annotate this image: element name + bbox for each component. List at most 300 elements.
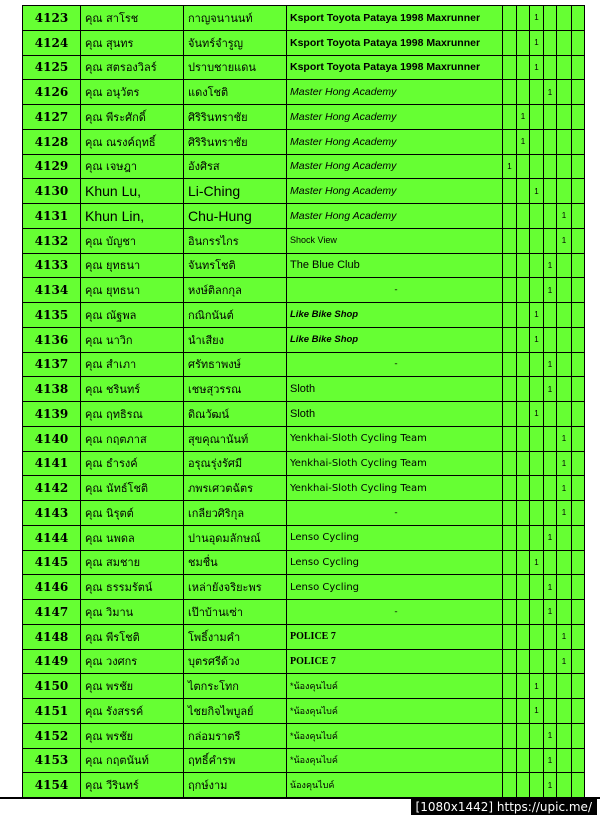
team-cell [287,352,503,377]
category-mark-cell [503,501,517,526]
team-cell [287,748,503,773]
last-name-cell [184,624,287,649]
category-mark-cell [517,600,530,625]
table-row [23,723,585,748]
last-name-cell [184,129,287,154]
first-name-cell-text: คุณ นพดล [85,531,135,545]
category-mark-cell [544,303,557,328]
category-mark-cell [530,253,544,278]
last-name-cell [184,426,287,451]
category-mark-cell [557,575,572,600]
table-row [23,204,585,229]
last-name-cell-text: อังศิรส [188,160,220,174]
bib-number-cell [23,748,81,773]
last-name-cell [184,278,287,303]
first-name-cell [81,6,184,31]
category-mark-cell [544,179,557,204]
last-name-cell [184,501,287,526]
category-mark-cell [517,303,530,328]
bib-number-cell-text: 4144 [34,530,69,545]
table-row [23,253,585,278]
last-name-cell [184,154,287,179]
category-mark-cell [557,600,572,625]
first-name-cell [81,303,184,328]
category-mark-cell [544,352,557,377]
last-name-cell-text: ศรัทธาพงษ์ [188,358,241,372]
category-mark-cell [544,600,557,625]
category-mark-cell [557,426,572,451]
bib-number-cell-text: 4146 [34,580,69,595]
team-cell-text: Sloth [290,407,316,420]
first-name-cell [81,154,184,179]
category-mark-cell [557,451,572,476]
category-mark-cell [530,129,544,154]
first-name-cell [81,525,184,550]
team-cell-text: Master Hong Academy [290,86,397,99]
category-mark-cell [503,30,517,55]
category-mark-cell [557,501,572,526]
last-name-cell [184,105,287,130]
team-cell-text: Ksport Toyota Pataya 1998 Maxrunner [290,11,481,24]
bib-number-cell [23,253,81,278]
category-mark-cell-text: 1 [534,335,539,345]
category-mark-cell [517,327,530,352]
category-mark-cell [503,179,517,204]
category-mark-cell-text: 1 [547,731,553,741]
last-name-cell-text: กาญจนานนท์ [188,11,253,25]
category-mark-cell [530,550,544,575]
last-name-cell [184,674,287,699]
category-mark-cell [544,624,557,649]
last-name-cell-text: Li-Ching [188,183,241,200]
last-name-cell-text: Chu-Hung [188,207,252,224]
first-name-cell-text: คุณ นิรุตต์ [85,506,134,520]
team-cell-text: POLICE 7 [290,655,336,667]
bib-number-cell-text: 4125 [34,60,69,75]
bib-number-cell-text: 4147 [34,604,69,619]
team-cell [287,600,503,625]
first-name-cell-text: คุณ กฤตนันท์ [85,754,149,768]
category-mark-cell [557,624,572,649]
bib-number-cell [23,723,81,748]
team-cell-text: Shock View [290,235,337,246]
table-row [23,699,585,724]
last-name-cell [184,773,287,798]
category-mark-cell [517,723,530,748]
first-name-cell-text: คุณ ชรินทร์ [85,383,141,397]
bib-number-cell [23,30,81,55]
category-mark-cell [557,649,572,674]
first-name-cell-text: คุณ รังสรรค์ [85,704,144,718]
team-cell-text: POLICE 7 [290,631,336,643]
bib-number-cell [23,105,81,130]
table-row [23,105,585,130]
table-row [23,278,585,303]
table-row [23,55,585,80]
first-name-cell-text: คุณ ณรงค์ฤทธิ์ [85,135,156,149]
category-mark-cell [557,105,572,130]
category-mark-cell-text: 1 [534,409,539,419]
last-name-cell-text: หงษ์ติลกกุล [188,284,242,298]
last-name-cell-text: จันทร์จำรูญ [188,36,244,50]
team-cell [287,30,503,55]
team-cell [287,723,503,748]
category-mark-cell [544,748,557,773]
team-cell-text: *น้องคุนไบค์ [290,755,338,766]
category-mark-cell [503,253,517,278]
category-mark-cell [517,253,530,278]
category-mark-cell [517,154,530,179]
category-mark-cell [517,377,530,402]
first-name-cell [81,253,184,278]
category-mark-cell-text: 1 [547,359,553,369]
category-mark-cell [503,402,517,427]
first-name-cell [81,204,184,229]
category-mark-cell [557,253,572,278]
category-mark-cell-text: 1 [534,186,539,196]
category-mark-cell [544,674,557,699]
bib-number-cell-text: 4124 [34,35,69,50]
first-name-cell [81,748,184,773]
category-mark-cell [544,80,557,105]
first-name-cell-text: คุณ อนุวัตร [85,86,140,100]
category-mark-cell [517,6,530,31]
category-mark-cell-text: 1 [547,607,553,617]
category-mark-cell [503,575,517,600]
first-name-cell [81,501,184,526]
bib-number-cell-text: 4126 [34,85,69,100]
registration-sheet [22,5,584,797]
category-mark-cell [530,303,544,328]
team-cell [287,80,503,105]
category-mark-cell-text: 1 [547,755,553,765]
last-name-cell-text: เป๊าบ้านเซ่า [188,605,243,619]
first-name-cell [81,426,184,451]
category-mark-cell [503,426,517,451]
first-name-cell-text: คุณ เจษฎา [85,160,138,174]
last-name-cell-text: บุตรศรีด้วง [188,655,240,669]
bib-number-cell-text: 4137 [34,357,69,372]
category-mark-cell [530,501,544,526]
last-name-cell-text: กล่อมราตรี [188,729,241,743]
category-mark-cell [572,476,585,501]
team-cell [287,179,503,204]
team-cell-text: Yenkhai-Sloth Cycling Team [290,482,427,494]
team-cell [287,377,503,402]
last-name-cell [184,402,287,427]
category-mark-cell [572,327,585,352]
first-name-cell [81,451,184,476]
bib-number-cell-text: 4134 [34,283,69,298]
category-mark-cell [544,6,557,31]
category-mark-cell [572,228,585,253]
bib-number-cell [23,451,81,476]
category-mark-cell [530,674,544,699]
category-mark-cell [530,748,544,773]
bib-number-cell-text: 4131 [34,208,69,223]
category-mark-cell-text: 1 [547,533,553,543]
category-mark-cell-text: 1 [534,62,539,72]
table-row [23,773,585,798]
table-row [23,649,585,674]
category-mark-cell-text: 1 [534,38,539,48]
category-mark-cell [544,550,557,575]
bib-number-cell [23,600,81,625]
category-mark-cell-text: 1 [534,706,539,716]
category-mark-cell [544,105,557,130]
category-mark-cell [517,55,530,80]
table-row [23,674,585,699]
bib-number-cell-text: 4149 [34,654,69,669]
last-name-cell [184,352,287,377]
category-mark-cell [572,402,585,427]
category-mark-cell [544,55,557,80]
category-mark-cell [544,426,557,451]
bib-number-cell [23,649,81,674]
category-mark-cell [557,80,572,105]
table-row [23,327,585,352]
first-name-cell-text: คุณ สาโรช [85,11,139,25]
last-name-cell-text: ศิริรินทราชัย [188,110,248,124]
last-name-cell [184,303,287,328]
bib-number-cell-text: 4150 [34,679,69,694]
last-name-cell [184,748,287,773]
category-mark-cell-text: 1 [561,434,567,444]
first-name-cell [81,476,184,501]
team-cell-text: *น้องคุนไบค์ [290,681,338,692]
category-mark-cell [530,204,544,229]
team-cell [287,525,503,550]
category-mark-cell [544,278,557,303]
bib-number-cell [23,699,81,724]
category-mark-cell [517,278,530,303]
team-cell [287,278,503,303]
category-mark-cell [530,179,544,204]
category-mark-cell [530,525,544,550]
category-mark-cell-text: 1 [520,137,526,147]
category-mark-cell [557,723,572,748]
category-mark-cell [544,129,557,154]
bib-number-cell [23,228,81,253]
category-mark-cell [517,179,530,204]
category-mark-cell [503,55,517,80]
team-cell-text: - [394,507,398,518]
category-mark-cell [530,624,544,649]
team-cell [287,575,503,600]
first-name-cell [81,674,184,699]
first-name-cell-text: Khun Lin, [85,207,145,224]
category-mark-cell [544,451,557,476]
last-name-cell [184,204,287,229]
table-row [23,600,585,625]
category-mark-cell [544,228,557,253]
bib-number-cell [23,6,81,31]
category-mark-cell [503,748,517,773]
bib-number-cell-text: 4132 [34,233,69,248]
last-name-cell [184,6,287,31]
last-name-cell-text: ไชยกิจไพบูลย์ [188,704,254,718]
category-mark-cell [530,575,544,600]
category-mark-cell [572,426,585,451]
category-mark-cell [572,179,585,204]
category-mark-cell [503,303,517,328]
bib-number-cell [23,303,81,328]
category-mark-cell [503,773,517,798]
category-mark-cell [503,649,517,674]
category-mark-cell [544,575,557,600]
category-mark-cell [557,228,572,253]
category-mark-cell [530,228,544,253]
bib-number-cell [23,377,81,402]
bib-number-cell-text: 4139 [34,406,69,421]
category-mark-cell [557,699,572,724]
team-cell-text: Lenso Cycling [290,532,360,544]
first-name-cell-text: คุณ พรชัย [85,729,134,743]
last-name-cell [184,723,287,748]
first-name-cell-text: คุณ ณัฐพล [85,308,137,322]
bib-number-cell-text: 4143 [34,505,69,520]
category-mark-cell [572,773,585,798]
category-mark-cell [572,674,585,699]
last-name-cell-text: อินกรรไกร [188,234,239,248]
registration-table [22,5,585,798]
category-mark-cell [517,501,530,526]
last-name-cell [184,649,287,674]
category-mark-cell [557,204,572,229]
bib-number-cell-text: 4129 [34,159,69,174]
category-mark-cell [544,402,557,427]
category-mark-cell [503,129,517,154]
category-mark-cell [530,30,544,55]
category-mark-cell [503,451,517,476]
team-cell-text: *น้องคุนไบค์ [290,705,338,716]
first-name-cell [81,699,184,724]
category-mark-cell [572,278,585,303]
first-name-cell-text: คุณ นาวิก [85,333,133,347]
bib-number-cell [23,550,81,575]
bib-number-cell-text: 4130 [34,184,69,199]
last-name-cell [184,327,287,352]
category-mark-cell [572,550,585,575]
table-row [23,80,585,105]
team-cell-text: Lenso Cycling [290,556,360,568]
last-name-cell-text: สุขคุณานันท์ [188,432,249,446]
category-mark-cell [517,575,530,600]
category-mark-cell [530,6,544,31]
bib-number-cell-text: 4145 [34,555,69,570]
table-row [23,476,585,501]
category-mark-cell [530,451,544,476]
table-row [23,30,585,55]
category-mark-cell [517,204,530,229]
category-mark-cell [557,129,572,154]
bib-number-cell-text: 4151 [34,703,69,718]
table-row [23,352,585,377]
first-name-cell [81,179,184,204]
last-name-cell [184,377,287,402]
category-mark-cell [557,674,572,699]
category-mark-cell [544,723,557,748]
category-mark-cell [572,154,585,179]
bib-number-cell-text: 4136 [34,332,69,347]
category-mark-cell [530,773,544,798]
team-cell [287,154,503,179]
first-name-cell-text: คุณ ธรรมรัตน์ [85,581,153,595]
category-mark-cell [544,525,557,550]
last-name-cell-text: ชมชื่น [188,556,218,570]
table-row [23,550,585,575]
team-cell-text: Master Hong Academy [290,160,397,173]
last-name-cell-text: ฤกษ์งาม [188,779,228,793]
team-cell-text: - [394,606,398,617]
category-mark-cell-text: 1 [547,384,553,394]
category-mark-cell [530,55,544,80]
category-mark-cell [517,674,530,699]
category-mark-cell [530,476,544,501]
team-cell-text: Like Bike Shop [290,334,359,346]
bib-number-cell-text: 4135 [34,307,69,322]
category-mark-cell [503,204,517,229]
first-name-cell [81,723,184,748]
last-name-cell [184,476,287,501]
category-mark-cell [517,699,530,724]
first-name-cell [81,600,184,625]
category-mark-cell [557,773,572,798]
first-name-cell-text: คุณ พีระศักดิ์ [85,110,146,124]
category-mark-cell [517,624,530,649]
category-mark-cell-text: 1 [534,310,539,320]
first-name-cell [81,55,184,80]
category-mark-cell [530,699,544,724]
table-row [23,451,585,476]
category-mark-cell [530,600,544,625]
category-mark-cell [503,699,517,724]
category-mark-cell-text: 1 [561,211,567,221]
category-mark-cell [572,129,585,154]
category-mark-cell [517,105,530,130]
first-name-cell-text: คุณ ฤทธิรณ [85,407,143,421]
category-mark-cell [572,451,585,476]
team-cell-text: Master Hong Academy [290,110,397,123]
team-cell-text: *น้องคุนไบค์ [290,730,338,741]
first-name-cell-text: คุณ กฤตภาส [85,432,147,446]
table-row [23,377,585,402]
category-mark-cell-text: 1 [534,681,539,691]
category-mark-cell [503,327,517,352]
category-mark-cell-text: 1 [561,236,567,246]
category-mark-cell [503,476,517,501]
category-mark-cell-text: 1 [520,112,526,122]
team-cell [287,773,503,798]
category-mark-cell [503,550,517,575]
team-cell [287,303,503,328]
team-cell [287,228,503,253]
category-mark-cell [572,80,585,105]
category-mark-cell [517,129,530,154]
team-cell [287,402,503,427]
team-cell [287,105,503,130]
category-mark-cell [544,476,557,501]
bib-number-cell [23,525,81,550]
category-mark-cell [544,649,557,674]
first-name-cell-text: คุณ วงศกร [85,655,138,669]
category-mark-cell [503,105,517,130]
bib-number-cell-text: 4141 [34,456,69,471]
bib-number-cell [23,80,81,105]
category-mark-cell-text: 1 [507,161,512,171]
team-cell [287,501,503,526]
team-cell-text: - [394,359,398,370]
